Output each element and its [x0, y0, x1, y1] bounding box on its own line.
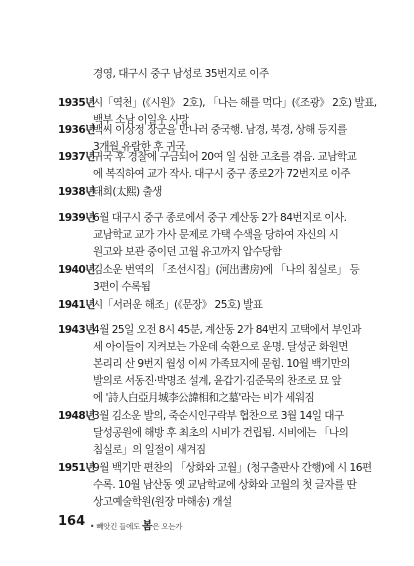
entry-year: 1948년 — [58, 410, 95, 422]
entry-text-line: 백씨 이상정 장군을 만나러 중국행. 남경, 북경, 상해 등지를 — [93, 124, 347, 136]
entry-text-line: 시「역천」(《시원》 2호), 「나는 해를 먹다」(《조광》 2호) 발표, — [93, 97, 377, 109]
entry-text-line: 시「서러운 해조」(《문장》 25호) 발표 — [93, 299, 263, 311]
entry-year: 1936년 — [58, 124, 95, 136]
entry-text-line: 4월 25일 오전 8시 45분, 계산동 2가 84번지 고택에서 부인과 — [93, 324, 361, 336]
entry-text-line: 교남학교 교가 가사 문제로 가택 수색을 당하여 자신의 시 — [93, 229, 339, 241]
entry-year: 1937년 — [58, 151, 95, 163]
entry-text-line: 6월 대구시 중구 종로에서 중구 계산동 2가 84번지로 이사. — [93, 212, 347, 224]
running-head-emphasis: 봄 — [142, 519, 153, 532]
entry-year: 1940년 — [58, 264, 95, 276]
entry-text-line: 원고와 보관 중이던 고월 유고까지 압수당함 — [93, 246, 282, 258]
running-head-text: 은 오는가 — [152, 522, 183, 531]
entry-text-line: 수록. 10월 남산동 옛 교남학교에 상화와 고월의 첫 글자를 딴 — [93, 479, 357, 491]
page-number: 164 — [58, 514, 86, 529]
entry-year: 1943년 — [58, 324, 95, 336]
entry-year: 1935년 — [58, 97, 95, 109]
entry-text-line: 에 복직하여 교가 작사. 대구시 중구 종로2가 72번지로 이주 — [93, 168, 350, 180]
entry-text-line: 김소운 번역의 「조선시집」(河出書房)에 「나의 침실로」 등 — [93, 264, 360, 276]
entry-year: 1939년 — [58, 212, 95, 224]
entry-text-line: 본리리 산 9번지 월성 이씨 가족묘지에 묻힘. 10월 백기만의 — [93, 358, 350, 370]
entry-text-line: 달성공원에 해방 후 최초의 시비가 건립됨. 시비에는 「나의 — [93, 427, 349, 439]
entry-text-line: 발의로 서동진·박명조 설계, 윤갑기·김준묵의 찬조로 묘 앞 — [93, 375, 342, 387]
entry-text-line: 9월 백기만 편찬의 「상화와 고월」(청구출판사 간행)에 시 16편 — [93, 462, 372, 474]
entry-text-line: 태희(太熙) 출생 — [93, 186, 162, 198]
entry-text-line: 3개월 유람한 후 귀국 — [93, 141, 186, 153]
entry-text-line: 백부 소남 이일우 사망 — [93, 114, 189, 126]
running-head — [90, 517, 182, 533]
entry-text-line: 에 '詩人白亞月城李公諱相和之墓'라는 비가 세워짐 — [93, 392, 315, 404]
entry-text-line: 3월 김소운 발의, 죽순시인구락부 협찬으로 3월 14일 대구 — [93, 410, 344, 422]
entry-year: 1951년 — [58, 462, 95, 474]
entry-text-line: 침실로」의 일절이 새겨짐 — [93, 444, 206, 456]
entry-year: 1941년 — [58, 299, 95, 311]
entry-text-line: 세 아이들이 지켜보는 가운데 숙환으로 운명. 달성군 화원면 — [93, 341, 348, 353]
entry-text-line: 상고예술학원(원장 마해송) 개설 — [93, 496, 232, 508]
entry-text-line: 귀국 후 경찰에 구금되어 20여 일 심한 고초를 겪음. 교남학교 — [93, 151, 357, 163]
entry-year: 1938년 — [58, 186, 95, 198]
lead-line: 경영, 대구시 중구 남성로 35번지로 이주 — [93, 68, 269, 80]
entry-text-line: 3편이 수록됨 — [93, 281, 151, 293]
running-head-text: • 빼앗긴 들에도 — [90, 522, 143, 531]
